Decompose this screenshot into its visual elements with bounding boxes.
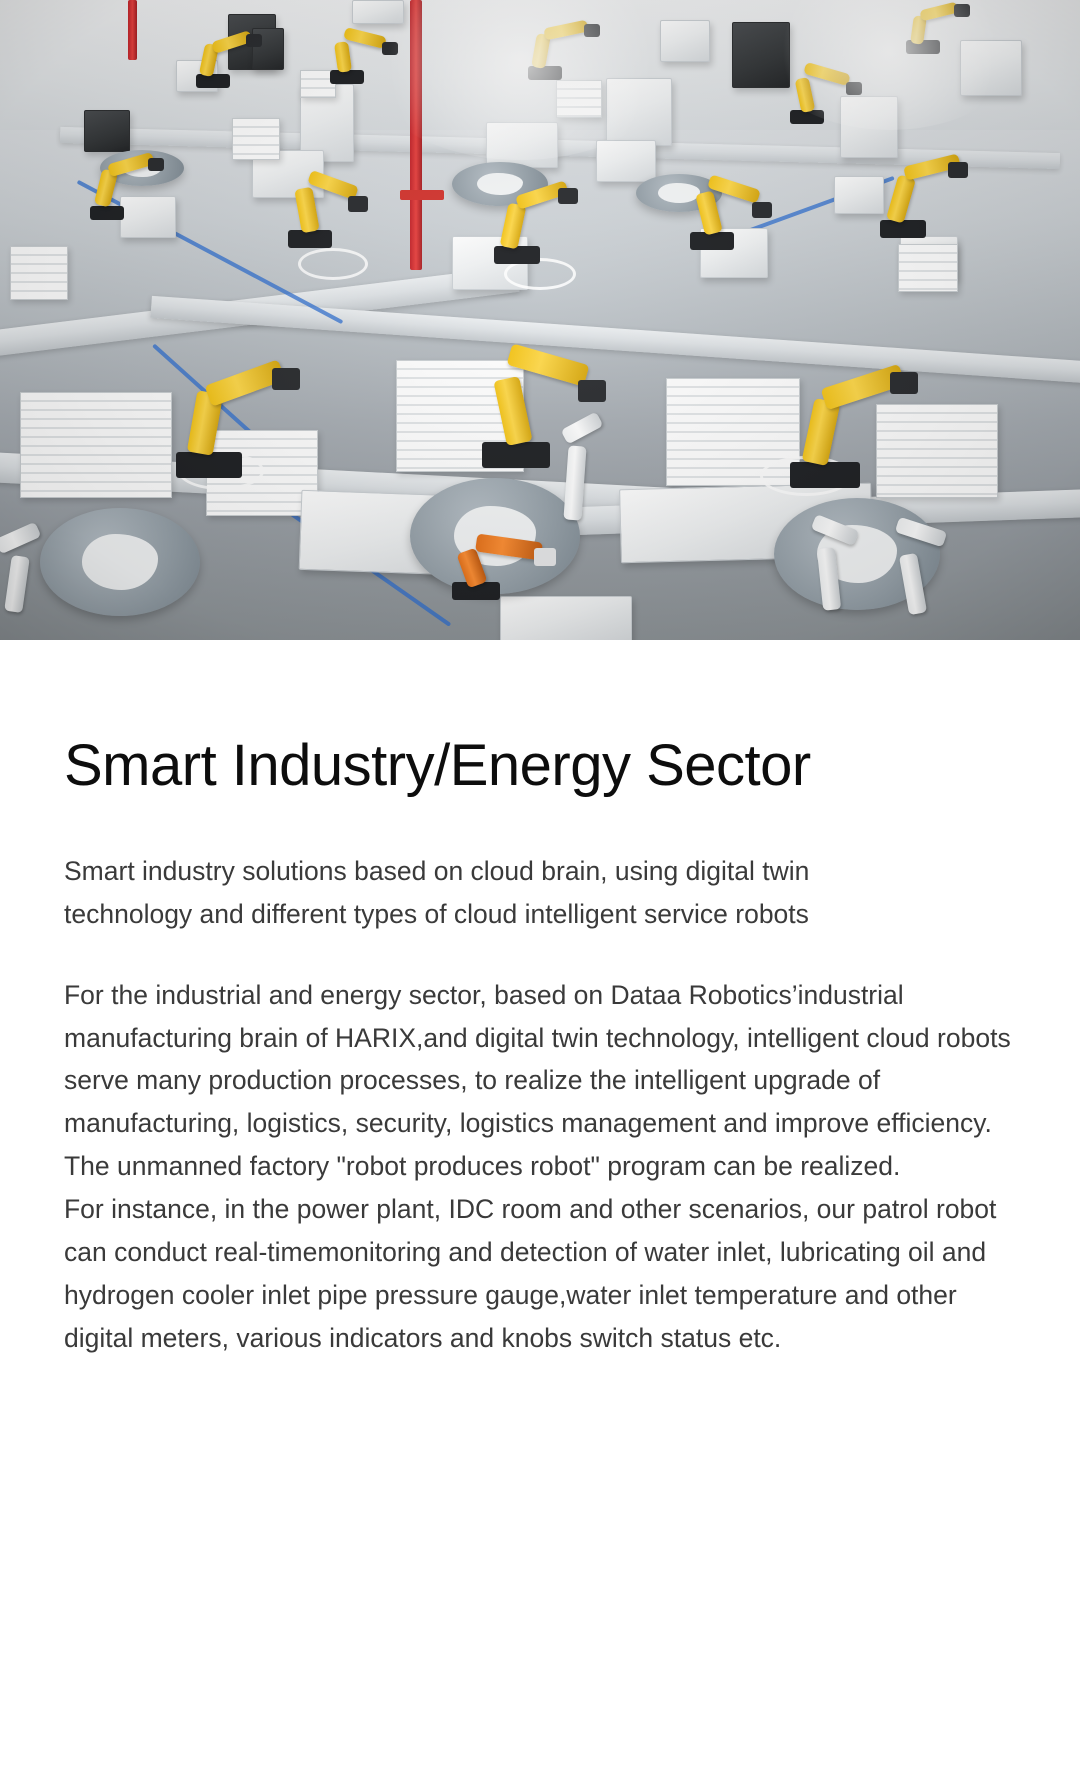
robot-base xyxy=(494,246,540,264)
page-title: Smart Industry/Energy Sector xyxy=(64,733,811,798)
robot-base xyxy=(196,74,230,88)
robot-segment xyxy=(817,547,841,611)
robot-base xyxy=(176,452,242,478)
robot-base xyxy=(482,442,550,468)
robot-arm-cobot xyxy=(552,420,622,530)
robot-arm-orange xyxy=(452,530,572,600)
robot-arm xyxy=(690,176,774,250)
stacked-trays xyxy=(10,246,68,300)
robot-segment xyxy=(4,555,30,613)
workstation-box xyxy=(596,140,656,182)
robot-segment xyxy=(695,190,723,235)
robot-head xyxy=(348,196,368,212)
floor-ring xyxy=(298,248,368,280)
robot-arm-cobot xyxy=(884,520,974,620)
article-lede: Smart industry solutions based on cloud brain, using digital twin technology and different types of cloud intelligent service robots xyxy=(64,855,810,929)
stacked-trays xyxy=(20,392,172,498)
robot-base xyxy=(330,70,364,84)
robot-arm-cobot xyxy=(804,520,884,616)
article-paragraph: For the industrial and energy sector, based on Dataa Robotics’industrial manufacturing brain of HARIX,and digital twin technology, intelligent cloud robots serve many production processes, to realize the intelligent upgrade of manufacturing, logistics, security, logistics management and improve efficiency. xyxy=(64,979,1011,1139)
robot-base xyxy=(90,206,124,220)
robot-segment xyxy=(707,174,761,203)
robot-gripper xyxy=(534,548,556,566)
robot-segment xyxy=(334,41,352,73)
hero-image xyxy=(0,0,1080,640)
article-paragraph: The unmanned factory "robot produces robot" program can be realized. xyxy=(64,1151,901,1182)
robot-head xyxy=(948,162,968,178)
workstation-box xyxy=(834,176,884,214)
robot-segment xyxy=(294,187,319,233)
robot-segment xyxy=(0,522,41,555)
robot-segment xyxy=(500,203,527,250)
robot-head xyxy=(246,34,262,47)
robot-base xyxy=(790,462,860,488)
article-body xyxy=(64,974,1016,1360)
robot-head xyxy=(272,368,300,390)
robot-base xyxy=(880,220,926,238)
robot-segment xyxy=(563,445,586,520)
robot-head xyxy=(148,158,164,171)
stacked-trays xyxy=(898,244,958,292)
robot-base xyxy=(288,230,332,248)
robot-arm xyxy=(176,368,306,478)
robot-arm xyxy=(90,156,168,220)
robot-segment xyxy=(895,517,947,548)
robot-arm xyxy=(880,158,970,238)
robot-segment xyxy=(886,174,916,223)
article-content xyxy=(0,640,1080,1360)
robot-segment xyxy=(493,376,532,446)
stacked-trays xyxy=(232,118,280,160)
robot-segment xyxy=(899,553,927,615)
robot-head xyxy=(752,202,772,218)
machine-cabinet xyxy=(84,110,130,152)
machine-panel xyxy=(500,596,632,640)
robot-head xyxy=(578,380,606,402)
robot-arm xyxy=(790,372,926,488)
red-post xyxy=(128,0,137,60)
robot-arm xyxy=(196,36,266,88)
robot-head xyxy=(890,372,918,394)
robot-arm xyxy=(494,186,580,264)
robot-base xyxy=(690,232,734,250)
robot-head xyxy=(558,188,578,204)
factory-scene xyxy=(0,0,1080,640)
robot-arm-cobot xyxy=(0,530,60,620)
turntable-fixture xyxy=(40,508,200,616)
robot-segment xyxy=(802,398,841,466)
red-crossbar xyxy=(400,190,444,200)
article-paragraph: For instance, in the power plant, IDC room and other scenarios, our patrol robot can conduct real-timemonitoring and detection of water inlet, lubricating oil and hydrogen cooler inlet pipe pressure gauge,water inlet temperature and other digital meters, various indicators and knobs switch status etc. xyxy=(64,1194,997,1354)
robot-segment xyxy=(475,533,543,560)
robot-arm xyxy=(288,172,370,248)
